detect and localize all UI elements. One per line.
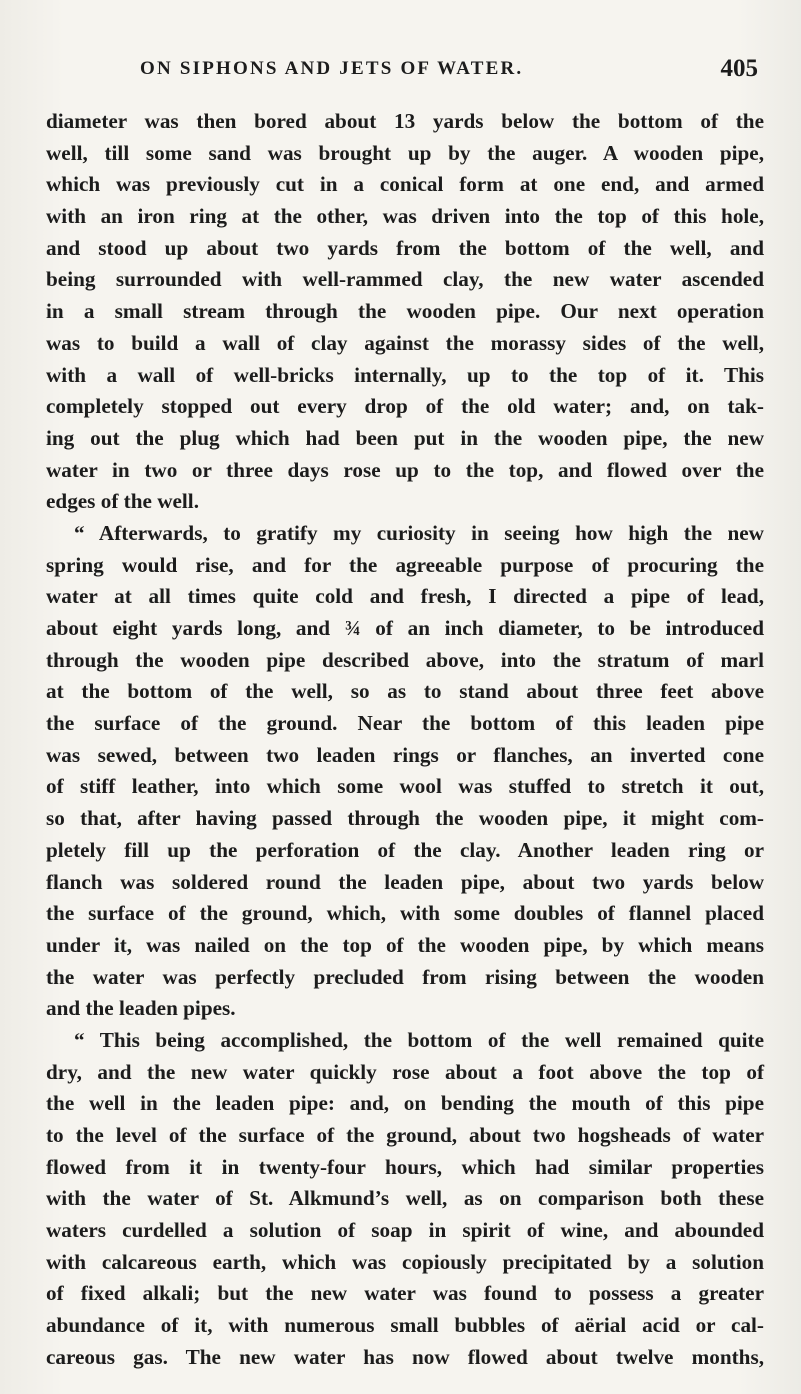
- text-line: with a wall of well-bricks internally, up to the top of it. This: [46, 362, 764, 387]
- text-line: with calcareous earth, which was copiously precipitated by a solution: [46, 1249, 764, 1274]
- text-line: abundance of it, with numerous small bubbles of aërial acid or cal-: [46, 1313, 764, 1338]
- text-line: of stiff leather, into which some wool was stuffed to stretch it out,: [46, 774, 764, 799]
- text-line: pletely fill up the perforation of the clay. Another leaden ring or: [46, 837, 764, 862]
- page-header: [0, 55, 801, 86]
- text-line: in a small stream through the wooden pipe. Our next operation: [46, 299, 764, 324]
- text-line: and the leaden pipes.: [46, 996, 236, 1021]
- text-line: at the bottom of the well, so as to stand about three feet above: [46, 679, 764, 704]
- text-line: the surface of the ground. Near the bottom of this leaden pipe: [46, 711, 764, 736]
- text-line: diameter was then bored about 13 yards below the bottom of the: [46, 109, 764, 133]
- text-line: about eight yards long, and ¾ of an inch diameter, to be introduced: [46, 616, 764, 640]
- text-line: so that, after having passed through the wooden pipe, it might com-: [46, 806, 764, 831]
- text-line: which was previously cut in a conical form at one end, and armed: [46, 172, 764, 197]
- text-line: edges of the well.: [46, 489, 199, 514]
- text-line: flanch was soldered round the leaden pipe, about two yards below: [46, 869, 764, 894]
- text-line: and stood up about two yards from the bottom of the well, and: [46, 235, 764, 260]
- text-line: careous gas. The new water has now flowed about twelve months,: [46, 1344, 764, 1369]
- text-line: “ Afterwards, to gratify my curiosity in seeing how high the new: [74, 520, 764, 545]
- text-line: ing out the plug which had been put in the wooden pipe, the new: [46, 425, 764, 450]
- running-head: ON SIPHONS AND JETS OF WATER.: [140, 58, 524, 79]
- text-line: with the water of St. Alkmund’s well, as on comparison both these: [46, 1186, 764, 1211]
- text-line: completely stopped out every drop of the old water; and, on tak-: [46, 394, 764, 419]
- text-line: the water was perfectly precluded from rising between the wooden: [46, 964, 764, 989]
- text-line: to the level of the surface of the ground, about two hogsheads of water: [46, 1123, 764, 1147]
- text-line: the well in the leaden pipe: and, on bending the mouth of this pipe: [46, 1091, 764, 1116]
- body-text: [46, 106, 764, 1374]
- text-line: through the wooden pipe described above, into the stratum of marl: [46, 647, 764, 672]
- text-line: spring would rise, and for the agreeable purpose of procuring the: [46, 552, 764, 577]
- text-line: being surrounded with well-rammed clay, the new water ascended: [46, 267, 764, 292]
- text-line: of fixed alkali; but the new water was found to possess a greater: [46, 1281, 764, 1306]
- text-line: water in two or three days rose up to the top, and flowed over the: [46, 457, 764, 482]
- text-line: water at all times quite cold and fresh, I directed a pipe of lead,: [46, 584, 764, 609]
- text-line: under it, was nailed on the top of the wooden pipe, by which means: [46, 932, 764, 957]
- text-line: with an iron ring at the other, was driven into the top of this hole,: [46, 204, 764, 229]
- text-line: flowed from it in twenty-four hours, which had similar properties: [46, 1154, 764, 1179]
- text-line: “ This being accomplished, the bottom of the well remained quite: [74, 1027, 764, 1052]
- text-line: was to build a wall of clay against the morassy sides of the well,: [46, 330, 764, 355]
- text-line: was sewed, between two leaden rings or flanches, an inverted cone: [46, 742, 764, 767]
- text-line: well, till some sand was brought up by the auger. A wooden pipe,: [46, 140, 764, 165]
- text-line: dry, and the new water quickly rose about a foot above the top of: [46, 1059, 764, 1084]
- text-line: waters curdelled a solution of soap in spirit of wine, and abounded: [46, 1218, 764, 1243]
- text-line: the surface of the ground, which, with some doubles of flannel placed: [46, 901, 764, 926]
- page-number: 405: [720, 55, 758, 82]
